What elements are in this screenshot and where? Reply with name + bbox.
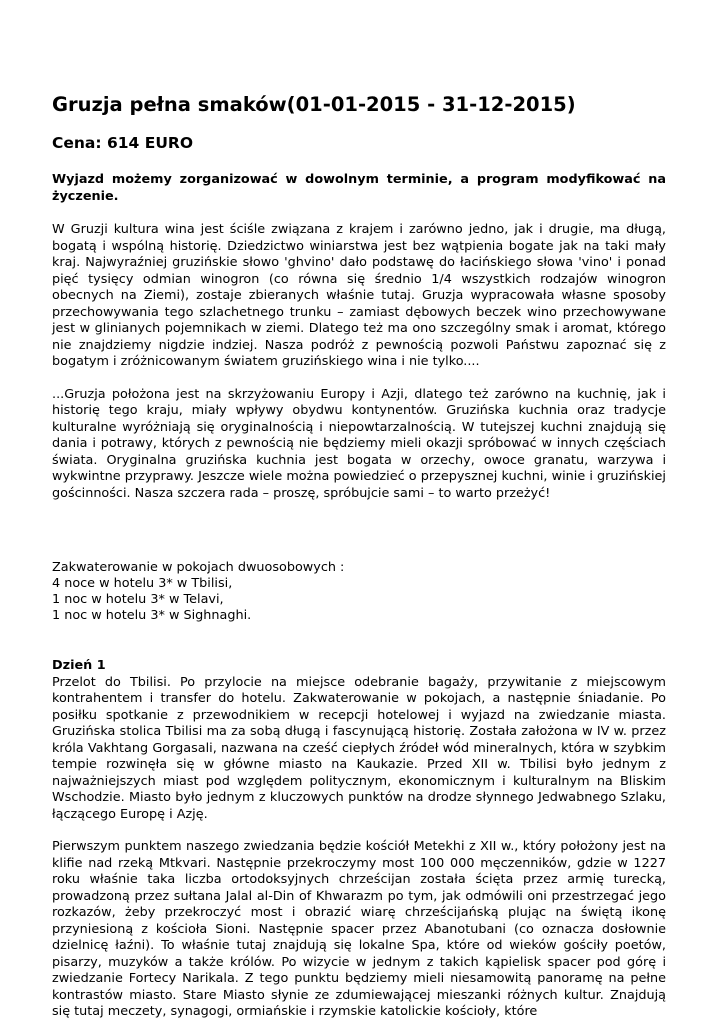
accommodation-heading: Zakwaterowanie w pokojach dwuosobowych : [52,560,345,575]
accommodation-line: 1 noc w hotelu 3* w Sighnaghi. [52,608,252,623]
price-heading: Cena: 614 EURO [52,134,194,152]
accommodation-line: 1 noc w hotelu 3* w Telavi, [52,592,224,607]
day-1-paragraph-1: Przelot do Tbilisi. Po przylocie na miejsce odebranie bagaży, przywitanie z miejscowym kontrahentem i transfer do hotelu. Zakwaterowanie w pokojach, a następnie śniadanie. Po posiłku spotkanie z przewodnikiem w recepcji hotelowej i wyjazd na zwiedzanie miasta. Gruzińska stolica Tbilisi ma za sobą długą i fascynującą historię. Została założona w IV w. przez króla Vakhtang Gorgasali, nazwana na cześć ciepłych źródeł wód mineralnych, która w szybkim tempie rozwinęła się w główne miasto na Kaukazie. Przed XII w. Tbilisi było jednym z najważniejszych miast pod względem politycznym, ekonomicznym i kulturalnym na Bliskim Wschodzie. Miasto było jednym z kluczowych punktów na drodze słynnego Jedwabnego Szlaku, łączącego Europę i Azję. [52,674,666,822]
document-page [52,92,666,1021]
intro-paragraph: W Gruzji kultura wina jest ściśle związana z krajem i zarówno jedno, jak i drugie, ma długą, bogatą i wspólną historię. Dziedzictwo winiarstwa jest bez wątpienia bogate jak na taki mały kraj. Najwyraźniej gruzińskie słowo 'ghvino' dało podstawę do łacińskiego słowa 'vino' i ponad pięć tysięcy odmian winogron (co równa się średnio 1/4 wszystkich rodzajów winogron obecnych na Ziemi), zostaje zbieranych właśnie tutaj. Gruzja wypracowała własne sposoby przechowywania tego szlachetnego trunku – zamiast dębowych beczek wino przechowywane jest w glinianych pojemnikach w ziemi. Dlatego też ma ono szczególny smak i aromat, którego nie znajdziemy nigdzie indziej. Nasza podróż z pewnością pozwoli Państwu zapoznać się z bogatym i zróżnicowanym światem gruzińskiego wina i nie tylko.... [52,222,666,369]
day-1-paragraph-2: Pierwszym punktem naszego zwiedzania będzie kościół Metekhi z XII w., który położony jest na klifie nad rzeką Mtkvari. Następnie przekroczymy most 100 000 męczenników, gdzie w 1227 roku właśnie taka liczba ortodoksyjnych chrześcijan została ścięta przez armię turecką, prowadzoną przez sułtana Jalal al-Din of Khwarazm po tym, jak odmówili oni przestrzegać jego rozkazów, żeby przekroczyć most i obrazić wiarę chrześcijańską plując na świętą ikonę przyniesioną z kościoła Sioni. Następnie spacer przez Abanotubani (co oznacza dosłownie dzielnicę łaźni). To właśnie tutaj znajdują się lokalne Spa, które od wieków gościły poetów, pisarzy, muzyków a także królów. Po wizycie w jednym z takich kąpielisk spacer pod górę i zwiedzanie Fortecy Narikala. Z tego punktu będziemy mieli niesamowitą panoramę na pełne kontrastów miasto. Stare Miasto słynie ze zdumiewającej mieszanki różnych kultur. Znajdują się tutaj meczety, synagogi, ormiańskie i rzymskie katolickie kościoły, które [52,839,666,1019]
page-title: Gruzja pełna smaków(01-01-2015 - 31-12-2015) [52,93,576,116]
cuisine-paragraph: ...Gruzja położona jest na skrzyżowaniu Europy i Azji, dlatego też zarówno na kuchnię, jak i historię tego kraju, miały wpływy obydwu kontynentów. Gruzińska kuchnia oraz tradycje kulturalne wyróżniają się oryginalnością i niepowtarzalnością. W tutejszej kuchni znajdują się dania i potrawy, których z pewnością nie będziemy mieli okazji spróbować w innych częściach świata. Oryginalna gruzińska kuchnia jest bogata w orzechy, owoce granatu, warzywa i wykwintne przyprawy. Jeszcze wiele można powiedzieć o przepysznej kuchni, winie i gruzińskiej gościnności. Nasza szczera rada – proszę, spróbujcie sami – to warto przeżyć! [52,386,666,501]
lead-paragraph: Wyjazd możemy zorganizować w dowolnym terminie, a program modyfikować na życzenie. [52,172,666,204]
accommodation-block [52,560,666,624]
day-1-title: Dzień 1 [52,658,106,673]
accommodation-line: 4 noce w hotelu 3* w Tbilisi, [52,576,233,591]
